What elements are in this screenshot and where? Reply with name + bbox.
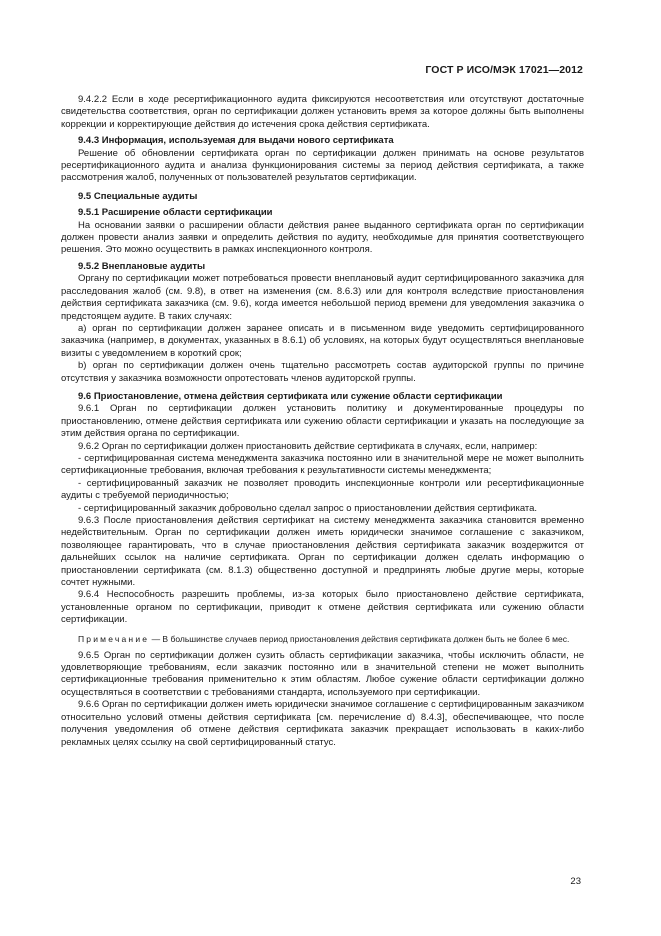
body-paragraph: 9.6.3 После приостановления действия сертификат на систему менеджмента заказчика становится временно недействительным. Орган по сертификации должен иметь юридически значимое соглашение с заказчиком, позволяющее гарантировать, что в случае приостановления действия сертификата заказчик воздержится от дальнейших ссылок на наличие сертификата. Орган по сертификации должен сделать информацию о приостановлении сертификата (см. 8.1.3) общественно доступной и предпринять любые другие меры, которые сочтет нужными. xyxy=(61,515,584,589)
body-paragraph: 9.6.6 Орган по сертификации должен иметь юридически значимое соглашение с сертифицированным заказчиком относительно условий отмены действия сертификата [см. перечисление d) 8.4.3], обеспечивающее, что после получения уведомления об отмене действия сертификата заказчик прекращает использовать в каких-либо рекламных целях ссылку на свой сертифицированный статус. xyxy=(61,699,584,748)
body-paragraph: - сертифицированная система менеджмента заказчика постоянно или в значительной мере не может выполнить сертификационные требования, включая требования к результативности системы менеджмента; xyxy=(61,452,584,477)
body-paragraph: 9.6.2 Орган по сертификации должен приостановить действие сертификата в случаях, если, например: xyxy=(78,440,538,452)
standard-header: ГОСТ Р ИСО/МЭК 17021—2012 xyxy=(425,64,583,76)
body-paragraph: 9.4.2.2 Если в ходе ресертификационного аудита фиксируются несоответствия или отсутствуют достаточные свидетельства соответствия, орган по сертификации должен установить время за которое должны быть выполнены коррекции и корректирующие действия до истечения срока действия сертификата. xyxy=(61,94,584,130)
section-heading: 9.5.2 Внеплановые аудиты xyxy=(78,260,206,272)
document-body xyxy=(61,94,584,749)
section-heading: 9.5.1 Расширение области сертификации xyxy=(78,207,273,219)
note-paragraph xyxy=(61,634,584,645)
body-paragraph: На основании заявки о расширении области действия ранее выданного сертификата орган по сертификации должен провести анализ заявки и определить действия по аудиту, необходимые для принятия соответствующего решения. Это можно осуществить в рамках инспекционного контроля. xyxy=(61,219,584,256)
note-label: Примечание xyxy=(78,633,150,644)
note-text: — В большинстве случаев период приостановления действия сертификата должен быть не более 6 мес. xyxy=(149,633,570,644)
body-paragraph: b) орган по сертификации должен очень тщательно рассмотреть состав аудиторской группы по причине отсутствия у заказчика возможности опротестовать членов аудиторской группы. xyxy=(61,360,584,384)
section-heading: 9.4.3 Информация, используемая для выдачи нового сертификата xyxy=(78,135,394,147)
body-paragraph: 9.6.4 Неспособность разрешить проблемы, из-за которых было приостановлено действие сертификата, установленные органом по сертификации, приводит к отмене действия сертификата или сужению области сертификации. xyxy=(61,589,584,626)
body-paragraph: Органу по сертификации может потребоваться провести внеплановый аудит сертифицированного заказчика для расследования жалоб (см. 9.8), в ответ на изменения (см. 8.6.3) или для контроля вследствие приостановления действия сертификата заказчика (см. 9.6), когда имеется небольшой период времени для уведомления заказчика о предстоящем аудите. В таких случаях: xyxy=(61,273,584,322)
body-paragraph: 9.6.1 Орган по сертификации должен установить политику и документированные процедуры по приостановлению, отмене действия сертификата или сужению области сертификации и указать на последующие за этим действия органа по сертификации. xyxy=(61,403,584,440)
body-paragraph: 9.6.5 Орган по сертификации должен сузить область сертификации заказчика, чтобы исключить области, не удовлетворяющие требованиям, если заказчик постоянно или в значительной степени не может выполнить сертификационные требования применительно к этим областям. Любое сужение области сертификации должно осуществляться в соответствии с требованиями стандарта, используемого при сертификации. xyxy=(61,649,584,698)
body-paragraph: a) орган по сертификации должен заранее описать и в письменном виде уведомить сертифицированного заказчика (например, в документах, указанных в 8.6.1) об условиях, на которых будут осуществляться внеплановые визиты с уведомлением в короткий срок; xyxy=(61,322,584,359)
body-paragraph: - сертифицированный заказчик добровольно сделал запрос о приостановлении действия сертификата. xyxy=(78,502,538,514)
body-paragraph: - сертифицированный заказчик не позволяет проводить инспекционные контроли или ресертификационные аудиты с требуемой периодичностью; xyxy=(61,477,584,502)
section-heading: 9.6 Приостановление, отмена действия сертификата или сужение области сертификации xyxy=(78,390,503,402)
section-heading: 9.5 Специальные аудиты xyxy=(78,190,198,202)
body-paragraph: Решение об обновлении сертификата орган по сертификации должен принимать на основе результатов ресертификационного аудита и анализа функционирования системы за период действия сертификата, а также рассмотрения жалоб, полученных от пользователей результатов сертификации. xyxy=(61,147,584,184)
page-number: 23 xyxy=(570,876,581,887)
